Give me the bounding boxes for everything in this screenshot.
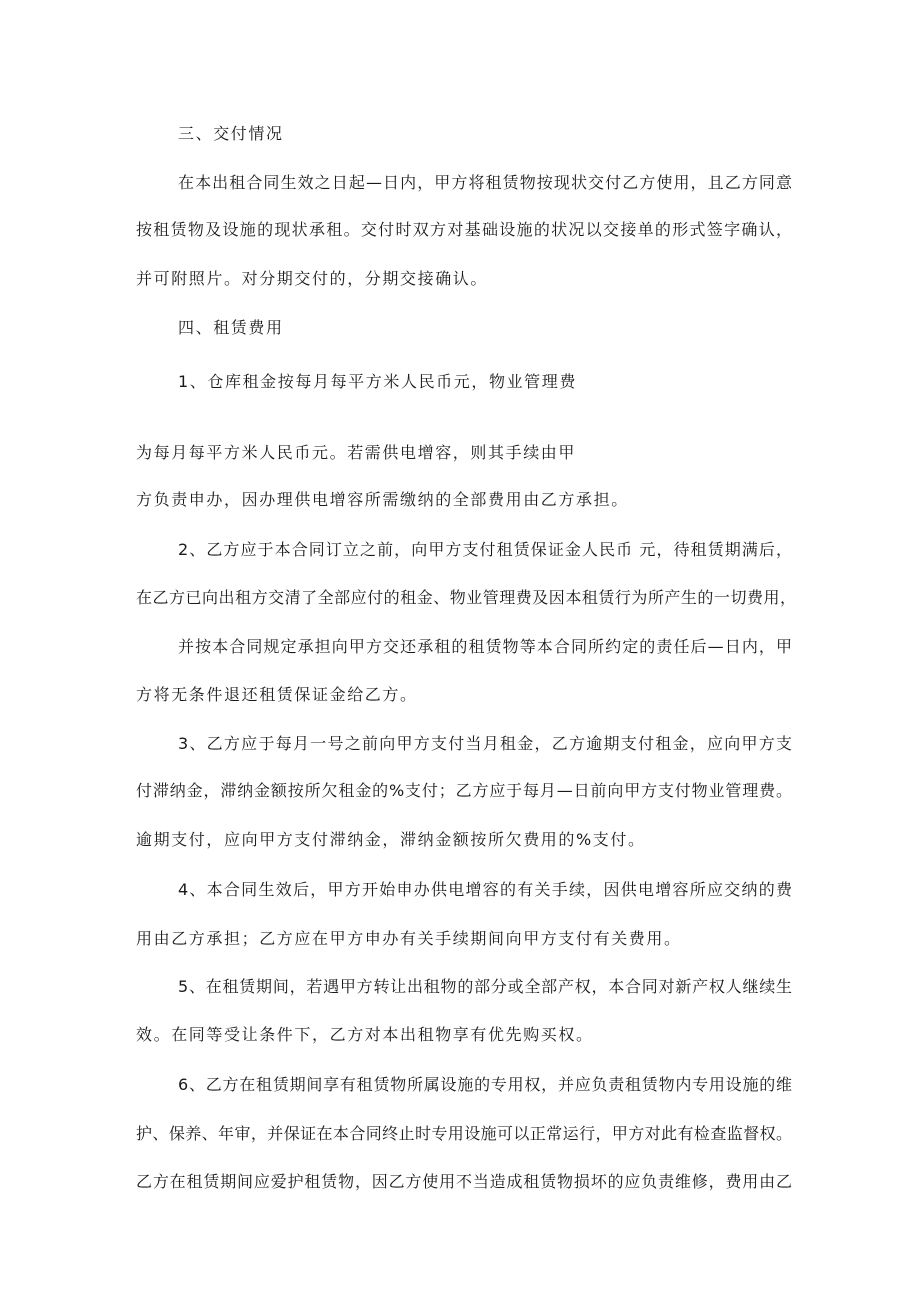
paragraph-line: 效。在同等受让条件下，乙方对本出租物享有优先购买权。 — [136, 1025, 594, 1044]
paragraph-line: 逾期支付，应向甲方支付滞纳金，滞纳金额按所欠费用的%支付。 — [136, 830, 646, 849]
paragraph-line: 4、本合同生效后，甲方开始申办供电增容的有关手续，因供电增容所应交纳的费 — [178, 880, 792, 899]
paragraph-line: 用由乙方承担；乙方应在甲方申办有关手续期间向甲方支付有关费用。 — [136, 929, 682, 948]
paragraph-line: 6、乙方在租赁期间享有租赁物所属设施的专用权，并应负责租赁物内专用设施的维 — [178, 1075, 792, 1094]
paragraph-line: 1、仓库租金按每月每平方米人民币元，物业管理费 — [178, 372, 577, 391]
paragraph-line: 3、乙方应于每月一号之前向甲方支付当月租金，乙方逾期支付租金，应向甲方支 — [178, 734, 792, 753]
paragraph-line: 护、保养、年审，并保证在本合同终止时专用设施可以正常运行，甲方对此有检查监督权。 — [136, 1124, 792, 1143]
paragraph-line: 付滞纳金，滞纳金额按所欠租金的%支付；乙方应于每月—日前向甲方支付物业管理费。 — [136, 781, 792, 800]
paragraph-line: 乙方在租赁期间应爱护租赁物，因乙方使用不当造成租赁物损坏的应负责维修，费用由乙 — [136, 1172, 792, 1191]
paragraph-line: 并可附照片。对分期交付的，分期交接确认。 — [136, 269, 489, 288]
section-heading-fees: 四、租赁费用 — [178, 318, 284, 337]
paragraph-line: 方负责申办，因办理供电增容所需缴纳的全部费用由乙方承担。 — [136, 490, 629, 509]
paragraph-line: 方将无条件退还租赁保证金给乙方。 — [136, 685, 418, 704]
paragraph-line: 在乙方已向出租方交清了全部应付的租金、物业管理费及因本租赁行为所产生的一切费用， — [136, 588, 796, 607]
paragraph-line: 在本出租合同生效之日起—日内，甲方将租赁物按现状交付乙方使用，且乙方同意 — [178, 173, 792, 192]
paragraph-line: 2、乙方应于本合同订立之前，向甲方支付租赁保证金人民币 元，待租赁期满后， — [178, 540, 792, 559]
section-heading-delivery: 三、交付情况 — [178, 124, 284, 143]
paragraph-line: 按租赁物及设施的现状承租。交付时双方对基础设施的状况以交接单的形式签字确认， — [136, 220, 792, 239]
paragraph-line: 5、在租赁期间，若遇甲方转让出租物的部分或全部产权，本合同对新产权人继续生 — [178, 977, 792, 996]
paragraph-line: 并按本合同规定承担向甲方交还承租的租赁物等本合同所约定的责任后—日内，甲 — [178, 637, 792, 656]
paragraph-line: 为每月每平方米人民币元。若需供电增容，则其手续由甲 — [136, 443, 577, 462]
